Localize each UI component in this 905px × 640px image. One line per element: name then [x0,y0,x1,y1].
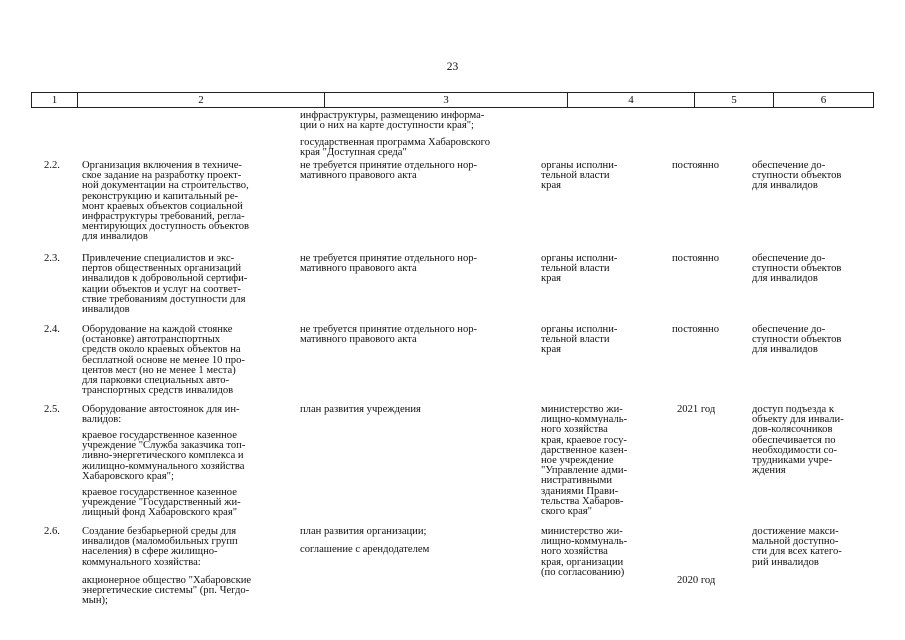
row-number: 2.3. [44,253,60,264]
row-legal-act: план развития учреждения [300,404,421,415]
row-legal-act: не требуется принятие отдельного нор- мативного правового акта [300,253,478,275]
row-deadline: постоянно [672,253,720,264]
header-col-3: 3 [324,93,567,107]
header-col-5: 5 [694,93,773,107]
row-legal-act-2: соглашение с арендодателем [300,544,430,555]
row-deadline: постоянно [672,324,720,335]
row-measure-org-1: акционерное общество "Хабаровские энергетические системы" (рп. Чегдо- мын); [82,575,252,607]
continuation-text-2: государственная программа Хабаровского края "Доступная среда" [300,137,491,159]
header-col-6: 6 [773,93,873,107]
header-col-4: 4 [567,93,694,107]
row-legal-act: не требуется принятие отдельного нор- мативного правового акта [300,324,478,346]
row-measure: Создание безбарьерной среды для инвалидов (маломобильных групп населения) в сфере жилищно- коммунального хозяйства: [82,526,238,568]
row-result: достижение макси- мальной доступно- сти для всех катего- рий инвалидов [752,526,842,568]
row-result: обеспечение до- ступности объектов для инвалидов [752,253,842,285]
header-col-1: 1 [51,94,58,106]
row-measure-org-1: краевое государственное казенное учреждение "Служба заказчика топ- ливно-энергетического комплекса и жилищно-коммунального хозяйства Хабаровского края"; [82,430,246,482]
row-result: обеспечение до- ступности объектов для инвалидов [752,324,842,356]
row-deadline: постоянно [672,160,720,171]
row-number: 2.4. [44,324,60,335]
row-responsible: министерство жи- лищно-коммуналь- ного хозяйства края, организации (по согласованию) [541,526,628,578]
row-deadline: 2020 год [677,575,716,586]
row-measure: Оборудование на каждой стоянке (остановке) автотранспортных средств около краевых объектов на бесплатной основе не менее 10 про- центов мест (но не менее 1 места) для парковки специальных авто- транспортных средств инвалидов [82,324,245,397]
table-header-row [31,92,874,108]
row-number: 2.5. [44,404,60,415]
row-number: 2.6. [44,526,60,537]
row-measure: Привлечение специалистов и экс- пертов общественных организаций инвалидов к добровольной сертифи- кации объектов и услуг на соответ- ствие требованиям доступности для инвалидов [82,253,248,316]
row-number: 2.2. [44,160,60,171]
row-measure: Организация включения в техниче- ское задание на разработку проект- ной документации на строительство, реконструкцию и капитальный ре- монт краевых объектов социальной инфраструктуры требований, регла- ментирующих доступность объектов для инвалидов [82,160,250,243]
row-responsible: органы исполни- тельной власти края [541,160,618,192]
row-result: обеспечение до- ступности объектов для инвалидов [752,160,842,192]
header-col-2: 2 [77,93,324,107]
row-responsible: органы исполни- тельной власти края [541,324,618,356]
row-measure: Оборудование автостоянок для ин- валидов: [82,404,240,426]
row-result: доступ подъезда к объекту для инвали- дов-колясочников обеспечивается по необходимости со- трудниками учре- ждения [752,404,844,477]
row-responsible: органы исполни- тельной власти края [541,253,618,285]
row-legal-act: не требуется принятие отдельного нор- мативного правового акта [300,160,478,182]
page-number: 23 [446,61,459,73]
row-responsible: министерство жи- лищно-коммуналь- ного хозяйства края, краевое госу- дарственное казен- ное учреждение "Управление адми- нистративными зданиями Прави- тельства Хабаров- ского края" [541,404,628,518]
continuation-text-1: инфраструктуры, размещению информа- ции о них на карте доступности края"; [300,110,485,132]
row-legal-act: план развития организации; [300,526,427,537]
row-measure-org-2: краевое государственное казенное учреждение "Государственный жи- лищный фонд Хабаровского края" [82,487,241,519]
row-deadline: 2021 год [677,404,716,415]
